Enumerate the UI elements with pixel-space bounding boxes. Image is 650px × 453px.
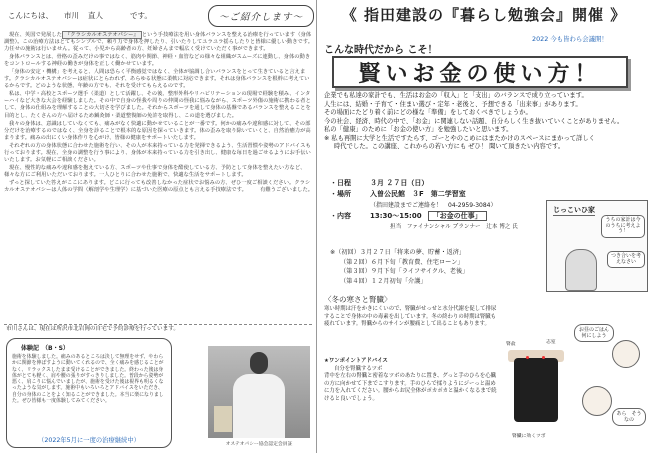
photo-certificate [214, 406, 232, 432]
cartoon-illustration [572, 320, 646, 446]
right-column [320, 0, 648, 453]
para-7: 現在、慢性的な痛みや違和感を抱えている方、スポーツや仕事で身体を酷使している方、予防として身体を整えたい方など、様々な方にご利用いただいております。一人ひとりに合わせた施術で、快適な生活をサポートします。 [4, 164, 306, 178]
acupoint-illustration [506, 336, 566, 444]
manga-sign: じっこいひ家 [553, 206, 595, 214]
event-time: 13:30〜15:00 [370, 212, 422, 220]
person-label: 市川 [64, 11, 79, 20]
manga-character [565, 249, 597, 291]
schedule-4: （第４回）１２月初旬「介護」 [340, 277, 427, 285]
member-note: 市川さんは、現在は所沢市北岩岡の自宅で予約診療を行っています。 [6, 326, 179, 332]
photo-head [250, 352, 268, 374]
para-8: ずっと探していた答えがここにあります。どこに行っても改善しなかった症状でお悩みの方、ぜひ一度ご相談ください。クラシカルオステオパシーは人体の学問（解剖学や生理学）に基づいた医療の原点とも言える手技療法です。 有難うございました。 [4, 179, 314, 193]
teacher-info: 担当 ファイナンシャル プランナー 辻本 博之 氏 [390, 224, 518, 230]
advice-text: 背中を左右の腎臓と密着なツボのあたりに置き、グっと手のひらを心臓の方に向かせて下までこすります。手のひらで揉りようにジーっと温めに力を入れてください。腰からお尻全体がポカポカと温かくなるまで続けると良いでしょう。 [324, 373, 497, 402]
schedule-list [330, 248, 540, 286]
divider [4, 324, 312, 325]
highlight-osteopathy: 『クラシカルオステオパシー』 [62, 31, 142, 39]
cartoon-bubble-1: お昼のごはん何にしよう [574, 324, 614, 342]
contact-info: （指田建設までご連絡を！ 04-2959-3084） [370, 202, 497, 209]
photo-body [233, 374, 285, 438]
place-row: ・場所 入曽公民館 ３F 第二学習室 [330, 190, 466, 198]
greeting: こんにちは、 [8, 11, 53, 20]
winter-kidney-title: 〈冬の寒さと腎臓〉 [324, 295, 392, 304]
event-title: 《 指田建設の『暮らし勉強会』開催 》 [341, 6, 627, 24]
event-intro: 企業でも私達の家計でも、生活はお金の「収入」と「支出」のバランスで成り立っています。 人生には、結婚・子育て・住まい選び・定年・老後と、予想できる「出来事」があります。 その場面にたどり着く前にどの様な「準備」をしておくべきでしょうか。 今の社会、経済、時代の中で、「お金」に関連しない話題、自分らしく生き抜いていくことがありません。 私の「健康」のために「お金の使い方」を勉強したいと思います。 ※ 私も再開に大学と生活ですたらす、ゴーとやのこめにはまたかけのスペースにまかって詳しく 時代でした。この講座、これからの若い方にも ぜひ！ 聞いて頂きたい内容です。 [324, 92, 624, 150]
acupoint-caption: 腎臓に効くツボ [512, 434, 546, 439]
event-date: ３月 ２７日（日） [370, 179, 429, 187]
para-1: 現在、英国で発展した 『クラシカルオステオパシー』 という手技療法を用い身体バランスを整える治療を行っています（身体調整）。この治療方法はとてもシンプルで、頼り力で身体を押したり、引いたりしてユラユラ揺らしたりと皆様に優しい動きです。力任せの施術は行いません。従って、小児から高齢者の方、妊婦さんまで幅広く受けていただく事ができます。 [4, 32, 313, 53]
desu: です。 [130, 11, 152, 20]
para-6: それぞれの方の身体状態に合わせた施術を行い、その人が本来持っている力を発揮できるよう、生活習慣や姿勢のアドバイスも行っております。現在、全身の調整を行う事により、身体が本来持っている力を引き出し、健康な毎日を過ごせるようにお手伝いいたします。お気軽にご相談ください。 [4, 142, 311, 163]
shorts-shape [514, 358, 558, 422]
acupoint-label-1: 志室 [546, 340, 556, 345]
experience-title: 体験記 （B・S） [21, 345, 69, 352]
photo-caption: オステオパシー協会認定会員証 [225, 442, 293, 447]
event-place: 入曽公民館 ３F 第二学習室 [370, 190, 466, 198]
time-row: ・内容 13:30〜15:00 「お金の仕事」 [330, 211, 545, 222]
cartoon-face-2 [582, 386, 612, 416]
para-3: 「身体の安定・機構」を考えると、人間は恐らく平衡感覚ではなく、全体が協調し合いバランスをとって生きていると言えます。クラシカルオステオパシーは症状にとらわれず、あらゆる状態に柔軟に対応できます。それは身体バランスを根幹に考えているからです。どのような状態、年齢の方でも、それを受けてもらえるのです。 [4, 69, 310, 90]
event-details [330, 178, 545, 233]
experience-caption: （2022年5月に一度の治療継続中） [38, 437, 140, 444]
practitioner-photo [208, 346, 310, 438]
one-point-advice [324, 356, 500, 404]
greeting-row [2, 10, 202, 24]
manga-illustration [546, 200, 648, 292]
main-banner: 賢いお金の使い方！ [332, 56, 628, 88]
para-4: 私は、中学・高校とスポーツ選手（柔道）として活躍し、その後、整形外科やリハビリテーションの現場で経験を積み、インターハイなど大きな大会を経験しました。その中で自身の怪我や周りの仲間の怪我に悩みながら、スポーツ外傷の施術に携わる者として、身体の仕組みを理解することの大切さを学びました。それからスポーツを通して身体の基盤であるバランスを整えることを目的とし、たくさんの方へ届けるため鍼灸師・柔道整復師の免許を取得し、この道を選びました。 [4, 91, 311, 119]
date-row: ・日程 ３月 ２７日（日） [330, 179, 429, 187]
course-name: 「お金の仕事」 [428, 211, 487, 221]
experience-text: 施術を体験しました。痛みのあるところは決して無理をせず、やわらかに関節を伸ばすように動いてくれるので、全く痛みを感じることがなく、リラックスしたまま受けることができました。終わった後は身体がとても軽く、肩や腰の張りがすっきりしました。普段から姿勢が悪く、肩こりに悩んでいましたが、施術を受けた後は視界も明るくなったような気がします。施術中もいろいろとアドバイスをいただき、自分の身体のことをよく知ることができました。本当に楽になりました。ぜひ皆様も一度体験してみてください。 [12, 354, 164, 405]
left-column [2, 2, 314, 451]
acupoint-right [542, 356, 545, 359]
column-divider [316, 0, 317, 453]
advice-title: ★ワンポイントアドバイス [324, 358, 388, 364]
para-5: 我々の身体は、意識はしていなくても、痛みがなく快適に動かせていることが一番です。何かの痛みや違和感に対して、その部分だけを治療するのではなく、全身を診ることで根本的な原因を探っていきます。体の歪みを取り除いていくと、自然治癒力が高まります。痛みの出にくい身体作りを心がけ、皆様の健康をサポートいたします。 [4, 120, 311, 141]
schedule-2: （第２回）６月下旬「教育費、住宅ローン」 [340, 258, 464, 266]
manga-bubble-1: うちの家計は今のうちに考えよう！ [601, 215, 645, 238]
intro-title: 〜ご紹介します〜 [208, 5, 314, 27]
year-tag: 2022 今も皆わら会議開！ [532, 35, 608, 43]
schedule-3: （第３回）９月下旬「ライフサイクル、老後」 [340, 268, 469, 275]
cartoon-bubble-2: あら そうなの [612, 408, 646, 426]
cartoon-face-1 [612, 340, 640, 368]
manga-bubble-2: つき合いを考えなさい [607, 251, 645, 268]
acupoint-left [526, 356, 529, 359]
schedule-1: ※（初回）３月２７日「将来の夢、貯蓄・返済」 [330, 249, 466, 256]
person-name: 直人 [88, 11, 103, 20]
experience-box [6, 338, 172, 448]
winter-kidney-text: 寒い時期は汗をかきにくいので、腎臓がせっせと水分代謝を促して排尿することで身体の中の毒素を出しています。冬の終わりの時期は腎臓も疲れています。腎臓からのサインが腰痛として出ることもあります。 [324, 306, 497, 328]
introduction-body [4, 32, 314, 195]
sub-title: こんな時代だから こそ！ [324, 45, 438, 56]
acupoint-label-2: 腎兪 [506, 342, 516, 347]
advice-subtitle: 自分を腎臓するツボ [334, 365, 383, 372]
para-2: 身体バランスとは、骨格の歪みだけの事ではなく、筋肉や関節、神経・血管などの様々な組織がスムーズに連動し、身体の動きをコントロールする神経の働きが身体を正しく働かせています。 [4, 54, 311, 68]
